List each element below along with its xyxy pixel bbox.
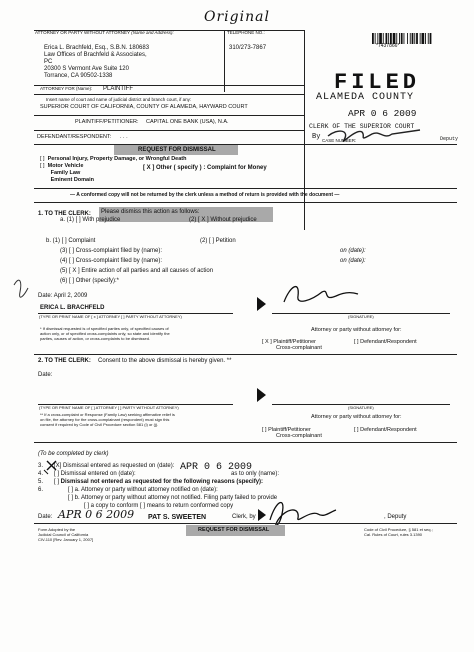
plaintiff-label: PLAINTIFF/PETITIONER: — [75, 119, 139, 125]
clerk-num-3: 3. — [38, 463, 44, 469]
clerk-item-5a: [ ] a. Attorney or party without attorney notified on (date): — [68, 487, 218, 493]
type-name-caption: (TYPE OR PRINT NAME OF [ x ] ATTORNEY [ ] PARTY WITHOUT ATTORNEY) — [39, 314, 182, 319]
telephone-value: 310/273-7867 — [229, 45, 267, 51]
barcode-number: *7437866* — [376, 43, 400, 49]
attorney-for-value: PLAINTIFF — [103, 86, 134, 92]
stamp-deputy: Deputy — [440, 136, 459, 142]
case-number-label: CASE NUMBER: — [322, 138, 357, 143]
clerk-item-4: [ ] Dismissal entered on (date): — [54, 471, 136, 477]
consent-note-1: ** If a cross-complaint or Response (Family Law) seeking affirmative relief is — [40, 412, 175, 417]
form-adopted-1: Form Adopted by the — [38, 527, 76, 532]
stamp-clerk: CLERK OF THE SUPERIOR COURT — [309, 123, 415, 130]
case-type-4: Eminent Domain — [50, 177, 94, 183]
party-cross-2: Cross-complainant — [276, 433, 322, 439]
option-petition: (2) [ ] Petition — [200, 238, 236, 244]
clerk-name: PAT S. SWEETEN — [148, 514, 207, 521]
case-type-1: [ ] Personal Injury, Property Damage, or Wrongful Death — [40, 156, 187, 162]
option-cross-complaint-3: (3) [ ] Cross-complaint filed by (name): — [60, 248, 163, 254]
clerk-item-5b-options: [ ] a copy to conform [ ] means to return conformed copy — [84, 503, 234, 509]
type-name-caption-2: (TYPE OR PRINT NAME OF [ ] ATTORNEY [ ] PARTY WITHOUT ATTORNEY) — [39, 405, 179, 410]
attorney-line-5: Torrance, CA 90502-1338 — [44, 73, 113, 79]
defendant-label: DEFENDANT/RESPONDENT: — [37, 134, 112, 140]
party-plaintiff-2: [ ] Plaintiff/Petitioner — [262, 427, 311, 433]
party-cross: Cross-complainant — [276, 345, 322, 351]
attorney-line-2: Law Offices of Brachfeld & Associates, — [44, 52, 147, 58]
clerk-by: Clerk, by — [232, 514, 256, 520]
footer-request-title: REQUEST FOR DISMISSAL — [198, 527, 270, 533]
form-adopted-3: CIV-110 [Rev. January 1, 2007] — [38, 537, 94, 542]
case-type-2: [ ] Motor Vehicle — [40, 163, 84, 169]
on-date-3: on (date): — [340, 248, 366, 254]
case-type-3: Family Law — [50, 170, 81, 176]
clerk-item-5b: [ ] b. Attorney or party without attorney not notified. Filing party failed to provide — [68, 495, 278, 501]
request-title: REQUEST FOR DISMISSAL — [138, 147, 216, 153]
defendant-value: . . . — [120, 134, 128, 140]
handwritten-original-mark: Original — [204, 9, 270, 25]
clerk-num-4: 4. — [38, 471, 44, 477]
section1-heading: 1. TO THE CLERK: — [38, 211, 91, 217]
consent-note-2: on file, the attorney for the cross-complainant (respondent) must sign this — [40, 417, 170, 422]
section1-please: Please dismiss this action as follows: — [101, 209, 200, 215]
on-date-4: on (date): — [340, 258, 366, 264]
option-with-prejudice: a. (1) [ ] With prejudice — [60, 217, 121, 223]
attorney-header: ATTORNEY OR PARTY WITHOUT ATTORNEY (Name and Address): — [35, 30, 174, 35]
party-defendant: [ ] Defendant/Respondent — [354, 339, 417, 345]
legal-ref-1: Code of Civil Procedure, § 581 et seq.; — [364, 527, 433, 532]
option-complaint: b. (1) [ ] Complaint — [46, 238, 96, 244]
court-name: SUPERIOR COURT OF CALIFORNIA, COUNTY OF ALAMEDA, HAYWARD COURT — [40, 104, 248, 110]
clerk-deputy: , Deputy — [384, 514, 407, 520]
dismissal-note-1: * If dismissal requested is of specified parties only, of specified causes of — [40, 326, 169, 331]
attorney-line-3: PC — [44, 59, 53, 65]
conformed-copy-notice: — A conformed copy will not be returned by the clerk unless a method of return is provided with the document — — [70, 192, 340, 198]
consent-note-3: consent if required by Code of Civil Procedure section 581 (i) or (j). — [40, 422, 159, 427]
stamp-by: By — [312, 133, 321, 141]
signer-name: ERICA L. BRACHFELD — [40, 305, 105, 311]
clerk-handwritten-date: APR 0 6 2009 — [58, 508, 135, 521]
filed-stamp: FILED — [334, 70, 421, 95]
dismissal-note-3: parties, causes of action, or cross-complaints to be dismissed. — [40, 336, 151, 341]
section2-text: Consent to the above dismissal is hereby given. ** — [98, 358, 232, 364]
signature-caption: (SIGNATURE) — [348, 314, 374, 319]
clerk-use-heading: (To be completed by clerk) — [38, 451, 109, 457]
dismissal-note-2: action only, or of specified cross-complaints only, so state and identify the — [40, 331, 170, 336]
court-instruction: Insert name of court and name of judicial district and branch court, if any: — [46, 97, 192, 102]
as-to-only: as to only (name): — [231, 471, 280, 477]
attorney-for-label: ATTORNEY FOR (Name): — [40, 86, 93, 91]
clerk-item-5: [ ] Dismissal not entered as requested for the following reasons (specify): — [54, 479, 264, 485]
stamp-date: APR 0 6 2009 — [348, 108, 417, 119]
signature-caption-2: (SIGNATURE) — [348, 405, 374, 410]
form-adopted-2: Judicial Council of California — [38, 532, 89, 537]
case-type-other: [ X ] Other ( specify ) : Complaint for Money — [143, 165, 267, 171]
party-defendant-2: [ ] Defendant/Respondent — [354, 427, 417, 433]
attorney-line-1: Erica L. Brachfeld, Esq., S.B.N. 180683 — [44, 45, 150, 51]
clerk-num-6: 6. — [38, 487, 44, 493]
clerk-num-5: 5. — [38, 479, 44, 485]
date-label: Date: April 2, 2009 — [38, 293, 88, 299]
date-label-2: Date: — [38, 372, 53, 378]
attorney-line-4: 20300 S Vermont Ave Suite 120 — [44, 66, 129, 72]
option-without-prejudice: (2) [ X ] Without prejudice — [189, 217, 257, 223]
stamp-county: ALAMEDA COUNTY — [316, 92, 415, 103]
option-cross-complaint-4: (4) [ ] Cross-complaint filed by (name): — [60, 258, 163, 264]
option-entire-action: (5) [ X ] Entire action of all parties and all causes of action — [60, 268, 214, 274]
clerk-stamp-date: APR 0 6 2009 — [180, 462, 253, 473]
attorney-for-party-2: Attorney or party without attorney for: — [311, 414, 402, 420]
section2-heading: 2. TO THE CLERK: — [38, 358, 91, 364]
telephone-header: TELEPHONE NO.: — [227, 30, 265, 35]
party-plaintiff: [ X ] Plaintiff/Petitioner — [262, 339, 317, 345]
attorney-for-party: Attorney or party without attorney for: — [311, 327, 402, 333]
plaintiff-value: CAPITAL ONE BANK (USA), N.A. — [146, 119, 229, 125]
option-other: (6) [ ] Other (specify):* — [60, 278, 120, 284]
legal-ref-2: Cal. Rules of Court, rules 3.1390 — [364, 532, 423, 537]
clerk-date-label: Date: — [38, 514, 53, 520]
clerk-item-3: [X] Dismissal entered as requested on (date): — [54, 463, 175, 469]
